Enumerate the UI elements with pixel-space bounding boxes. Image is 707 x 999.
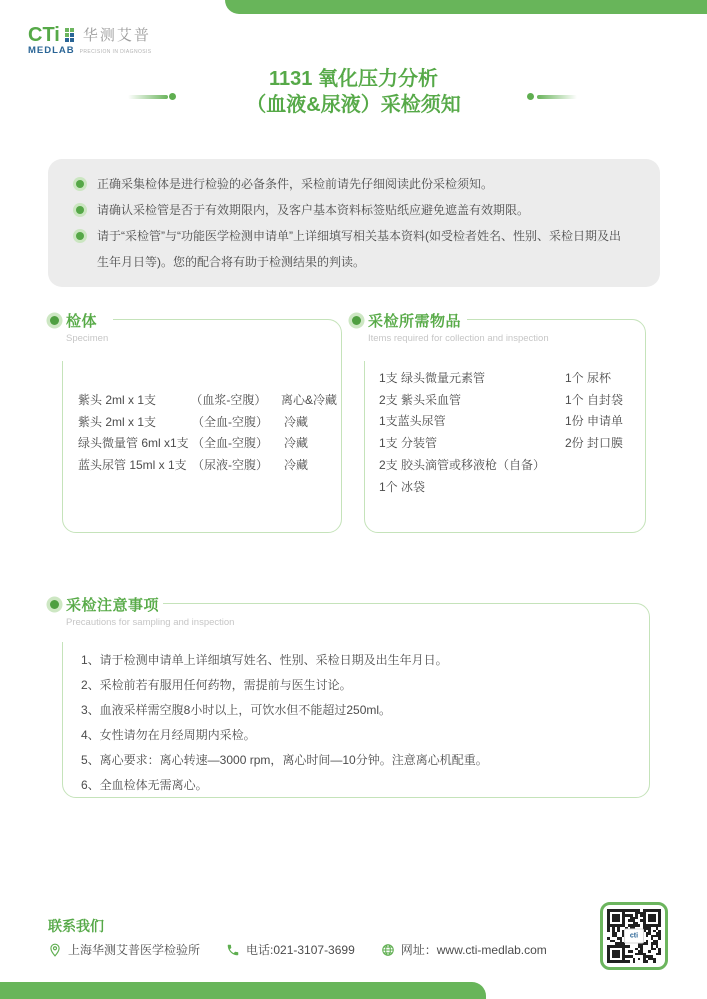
list-item: 2、采检前若有服用任何药物，需提前与医生讨论。 <box>81 678 352 692</box>
table-row <box>78 455 337 477</box>
contact-address <box>48 941 200 958</box>
intro-bullet-item <box>76 223 630 275</box>
list-item: 2支 紫头采血管 <box>379 392 462 407</box>
specimen-section-header <box>50 310 108 344</box>
page-title-line1: 1131 氧化压力分析 <box>269 68 438 90</box>
section-dot-icon <box>50 316 59 325</box>
table-row <box>78 433 337 455</box>
specimen-table <box>78 390 337 476</box>
contact-phone-text: 电话:021-3107-3699 <box>246 943 355 957</box>
page-title-line2: （血液&尿液）采检须知 <box>246 94 461 116</box>
intro-notice-box <box>48 159 660 287</box>
logo-chinese-name: 华测艾普 <box>82 27 151 44</box>
list-item: 1个 自封袋 <box>565 392 624 407</box>
specimen-name: 蓝头尿管 15ml x 1支 <box>78 457 187 472</box>
list-item: 1份 申请单 <box>565 414 624 429</box>
section-dot-icon <box>352 316 361 325</box>
list-item: 1支 绿头微量元素管 <box>379 371 486 385</box>
specimen-storage: 冷藏 <box>284 436 309 450</box>
logo-grid-icon <box>65 28 74 42</box>
supplies-section-header <box>352 310 549 344</box>
list-item: 4、女性请勿在月经周期内采检。 <box>81 728 256 742</box>
page-title <box>0 66 707 118</box>
list-item: 3、血液采样需空腹8小时以上，可饮水但不能超过250ml。 <box>81 703 392 717</box>
supplies-list-right <box>565 368 623 455</box>
bullet-dot-icon <box>76 232 84 240</box>
precautions-section <box>62 597 650 798</box>
list-item: 6、全血检体无需离心。 <box>81 778 208 792</box>
intro-bullet-text: 请确认采检管是否于有效期限内，及客户基本资料标签贴纸应避免遮盖有效期限。 <box>97 203 530 217</box>
logo-medlab-text: MEDLAB <box>28 45 75 56</box>
specimen-storage: 冷藏 <box>284 457 309 472</box>
table-row <box>78 390 337 412</box>
list-item: 1支 分装管 <box>379 436 438 451</box>
supplies-section <box>364 313 646 533</box>
specimen-storage: 离心&冷藏 <box>280 393 337 407</box>
intro-bullet-text: 正确采集检体是进行检验的必备条件，采检前请先仔细阅读此份采检须知。 <box>97 177 494 191</box>
specimen-type: （血浆-空腹） <box>190 393 267 407</box>
specimen-section <box>62 313 342 533</box>
precautions-list <box>81 648 641 798</box>
precautions-title: 采检注意事项 <box>66 597 160 614</box>
title-decoration-right-dot <box>527 93 534 100</box>
intro-bullet-item <box>76 197 630 223</box>
contact-title: 联系我们 <box>48 918 104 934</box>
location-pin-icon <box>48 943 62 957</box>
intro-bullet-item <box>76 171 630 197</box>
specimen-name: 紫头 2ml x 1支 <box>78 414 157 429</box>
top-green-bar <box>225 0 707 14</box>
contact-website <box>381 941 547 958</box>
phone-icon <box>226 943 240 957</box>
list-item: 1个 尿杯 <box>565 371 612 385</box>
table-row <box>78 412 337 434</box>
logo-tagline: PRECISION IN DIAGNOSIS <box>79 49 152 55</box>
contact-website-text: 网址：www.cti-medlab.com <box>400 943 547 957</box>
specimen-type: （尿液-空腹） <box>192 457 268 472</box>
contact-phone <box>226 941 355 958</box>
cti-medlab-logo <box>28 26 152 56</box>
specimen-type: （全血-空腹） <box>192 436 268 450</box>
specimen-subtitle: Specimen <box>66 333 109 344</box>
list-item: 1支蓝头尿管 <box>379 414 446 429</box>
list-item: 2份 封口膜 <box>565 436 624 451</box>
specimen-title: 检体 <box>66 313 98 330</box>
bottom-green-bar <box>0 982 486 999</box>
title-decoration-right-line <box>537 95 577 99</box>
specimen-name: 绿头微量管 6ml x1支 <box>78 436 189 450</box>
title-decoration-left-dot <box>169 93 176 100</box>
title-decoration-left-line <box>128 95 168 99</box>
precautions-section-header <box>50 594 234 628</box>
list-item: 2支 胶头滴管或移液枪（自备） <box>379 457 546 472</box>
bullet-dot-icon <box>76 206 84 214</box>
qr-code <box>600 902 668 970</box>
specimen-type: （全血-空腹） <box>192 414 268 429</box>
specimen-storage: 冷藏 <box>284 414 309 429</box>
section-dot-icon <box>50 600 59 609</box>
supplies-title: 采检所需物品 <box>368 313 462 330</box>
supplies-subtitle: Items required for collection and inspection <box>368 333 549 344</box>
logo-cti-text: CTi <box>28 24 60 46</box>
contact-address-text: 上海华测艾普医学检验所 <box>68 943 201 957</box>
qr-center-logo: cti <box>624 929 644 944</box>
contact-row <box>48 941 547 958</box>
specimen-name: 紫头 2ml x 1支 <box>78 393 157 407</box>
globe-icon <box>381 943 395 957</box>
precautions-subtitle: Precautions for sampling and inspection <box>66 617 235 628</box>
supplies-list-left <box>379 368 545 498</box>
list-item: 1、请于检测申请单上详细填写姓名、性别、采检日期及出生年月日。 <box>81 653 448 667</box>
list-item: 1个 冰袋 <box>379 479 426 494</box>
list-item: 5、离心要求：离心转速—3000 rpm，离心时间—10分钟。注意离心机配重。 <box>81 753 488 767</box>
intro-bullet-text: 请于“采检管”与“功能医学检测申请单”上详细填写相关基本资料(如受检者姓名、性别、采检日期及出生年月日等)。您的配合将有助于检测结果的判读。 <box>97 229 621 269</box>
bullet-dot-icon <box>76 180 84 188</box>
